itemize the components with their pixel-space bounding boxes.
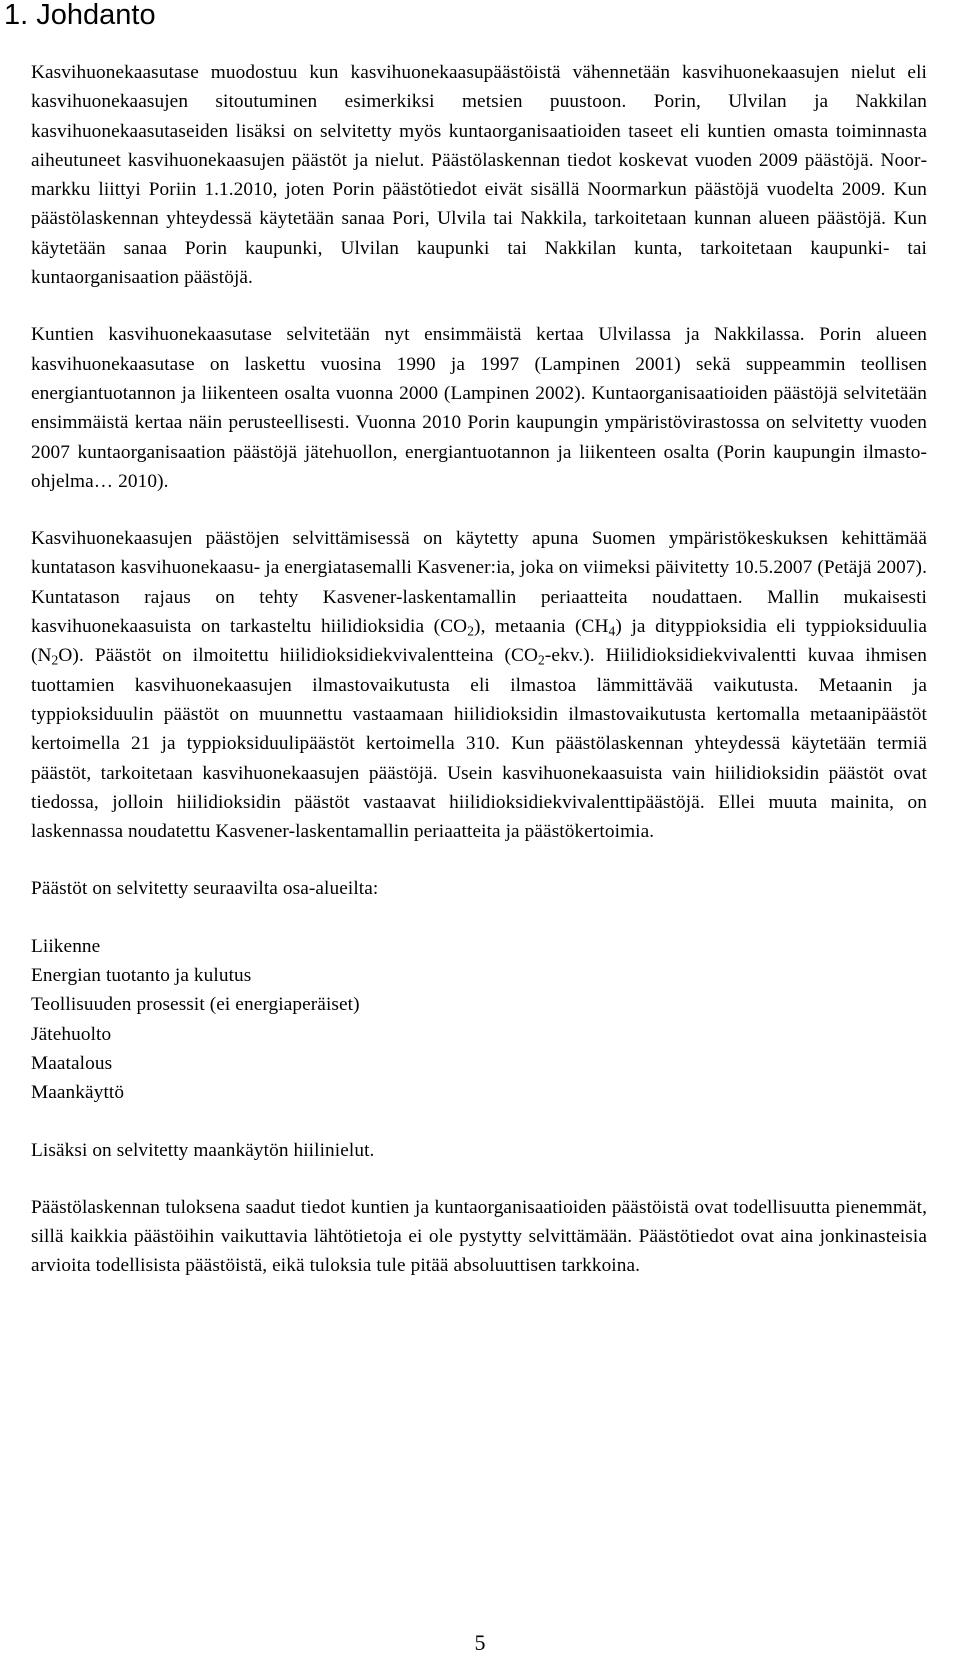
list-item: Maatalous — [31, 1052, 113, 1074]
paragraph-methodology-text: ) ja dityppioksidia eli typpioksiduulia (N — [31, 616, 927, 667]
subscript: 4 — [608, 623, 616, 639]
subscript: 2 — [467, 623, 475, 639]
list-item: Energian tuotanto ja kulutus — [31, 965, 252, 987]
paragraph-methodology-text: O). Päästöt on ilmoitettu hiilidioksidiekvivalentteina (CO — [58, 645, 539, 667]
page-number: 5 — [474, 1630, 486, 1655]
areas-list — [31, 932, 927, 1108]
paragraph-methodology-text: -ekv.). Hiilidioksidiekvivalentti kuvaa ihmisen tuottamien kasvihuonekaasujen ilmastovaikutusta eli ilmastoa lämmittävää vaikutusta. Metaanin ja typpioksiduulin päästöt on muunnettu vastaamaan hiilidioksidin ilmastovaikutusta kertomalla metaanipäästöt kertoimella 21 ja typpioksiduulipäästöt kertoimella 310. Kun päästölaskennan yhteydessä käytetään termiä päästöt, tarkoitetaan kasvihuonekaasujen päästöjä. Usein kasvihuonekaasuista vain hiilidioksidin päästöt ovat tiedossa, jolloin hiilidioksidin päästöt vastaavat hiilidioksidiekvivalenttipäästöjä. Ellei muuta mainita, on laskennassa noudatettu Kasvener-laskentamallin periaatteita ja päästökertoimia. — [31, 645, 927, 843]
paragraph-history: Kuntien kasvihuonekaasutase selvitetään nyt ensimmäistä kertaa Ulvilassa ja Nakkilassa. Porin alueen kasvihuonekaasutase on laskettu vuosina 1990 ja 1997 (Lampinen 2001) sekä suppeammin teollisen energiantuotannon ja liikenteen osalta vuonna 2000 (Lampinen 2002). Kuntaorganisaatioiden päästöjä selvitetään ensimmäistä kertaa näin perusteellisesti. Vuonna 2010 Porin kaupungin ympäristövirastossa on selvitetty vuoden 2007 kuntaorganisaation päästöjä jätehuollon, energiantuotannon ja liikenteen osalta (Porin kaupungin ilmasto-ohjelma… 2010). — [31, 324, 927, 492]
subscript: 2 — [538, 652, 545, 668]
paragraph-carbon-sinks: Lisäksi on selvitetty maankäytön hiilinielut. — [31, 1139, 375, 1161]
paragraph-limitations: Päästölaskennan tuloksena saadut tiedot kuntien ja kuntaorganisaatioiden päästöistä ovat todellisuutta pienemmät, sillä kaikkia päästöihin vaikuttavia lähtötietoja ei ole pystytty selvittämään. Päästötiedot ovat aina jonkinasteisia arvioita todellisista päästöistä, eikä tuloksia tule pitää absoluuttisen tarkkoina. — [31, 1196, 927, 1277]
list-item: Jätehuolto — [31, 1023, 112, 1045]
list-item: Teollisuuden prosessit (ei energiaperäiset) — [31, 994, 360, 1016]
body-text — [31, 58, 927, 1309]
subscript: 2 — [51, 652, 59, 668]
paragraph-intro: Kasvihuonekaasutase muodostuu kun kasvihuonekaasupäästöistä vähennetään kasvihuonekaasujen nielut eli kasvihuonekaasujen sitoutuminen esimerkiksi metsien puustoon. Porin, Ulvilan ja Nakkilan kasvihuonekaasutaseiden lisäksi on selvitetty myös kuntaorganisaatioiden taseet eli kuntien omasta toiminnasta aiheutuneet kasvihuonekaasujen päästöt ja nielut. Päästölaskennan tiedot koskevat vuoden 2009 päästöjä. Noormarkku liittyi Poriin 1.1.2010, joten Porin päästötiedot eivät sisällä Noormarkun päästöjä vuodelta 2009. Kun päästölaskennan yhteydessä käytetään sanaa Pori, Ulvila tai Nakkila, tarkoitetaan kunnan alueen päästöjä. Kun käytetään sanaa Porin kaupunki, Ulvilan kaupunki tai Nakkilan kunta, tarkoitetaan kaupunki- tai kuntaorganisaation päästöjä. — [31, 62, 927, 289]
list-item: Liikenne — [31, 935, 101, 957]
section-heading: 1. Johdanto — [4, 0, 156, 31]
paragraph-methodology — [31, 524, 927, 846]
paragraph-methodology-text: Kasvihuonekaasujen päästöjen selvittämisessä on käytetty apuna Suomen ympäristökeskuksen kehittämää kuntatason kasvihuonekaasu- ja energiatasemalli Kasvener:ia, joka on viimeksi päivitetty 10.5.2007 (Petäjä 2007). Kuntatason rajaus on tehty Kasvener-laskentamallin periaatteita noudattaen. Mallin mukaisesti kasvihuonekaasuista on tarkasteltu hiilidioksidia (CO — [31, 528, 927, 638]
list-item: Maankäyttö — [31, 1082, 125, 1104]
paragraph-methodology-text: ), metaania (CH — [474, 616, 609, 638]
paragraph-areas-intro: Päästöt on selvitetty seuraavilta osa-alueilta: — [31, 878, 379, 900]
